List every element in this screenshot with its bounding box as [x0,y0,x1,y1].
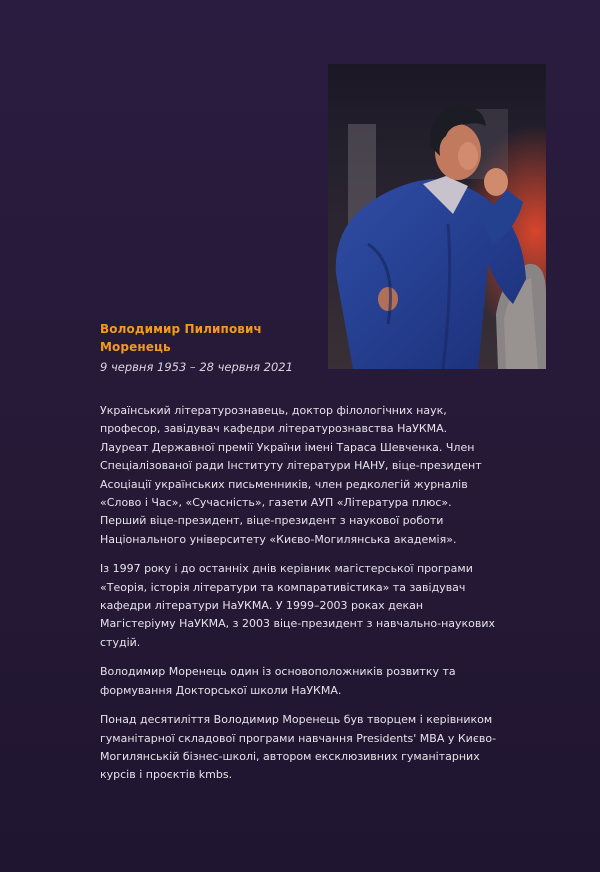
bio-paragraph: Із 1997 року і до останніх днів керівник магістерської програми «Теорія, історія літератури та компаративістика» та завідувач кафедри літератури НаУКМА. У 1999–2003 роках декан Магістеріуму НаУКМА, з 2003 віце-президент з навчально-наукових студій. [100,562,496,649]
portrait-photo [328,64,546,369]
person-name-first: Володимир Пилипович [100,322,262,336]
life-dates: 9 червня 1953 – 28 червня 2021 [100,360,293,374]
person-name-last: Моренець [100,340,171,354]
biography-text [100,402,498,796]
bio-paragraph: Понад десятиліття Володимир Моренець був творцем і керівником гуманітарної складової програми навчання Presidents' MBA у Києво-Могилянській бізнес-школі, автором ексклюзивних гуманітарних курсів і проєктів kmbs. [100,713,497,782]
bio-paragraph: Володимир Моренець один із основоположників розвитку та формування Докторської школи НаУКМА. [100,665,456,697]
portrait-caption [100,320,360,376]
bio-paragraph: Український літературознавець, доктор філологічних наук, професор, завідувач кафедри літературознавства НаУКМА. Лауреат Державної премії України імені Тараса Шевченка. Член Спеціалізованої ради Інституту літератури НАНУ, віце-президент Асоціації українських письменників, член редколегій журналів «Слово і Час», «Сучасність», газети АУП «Література плюс». Перший віце-президент, віце-президент з наукової роботи Національного університету «Києво-Могилянська академія». [100,404,482,546]
